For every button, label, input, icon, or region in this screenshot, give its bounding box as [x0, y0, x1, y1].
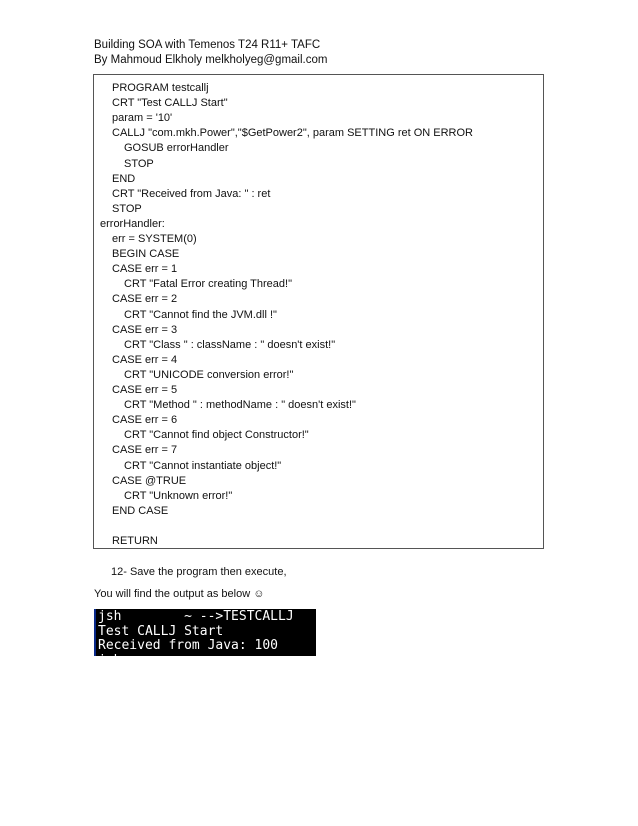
code-line: CALLJ "com.mkh.Power","$GetPower2", param SETTING ret ON ERROR	[112, 127, 473, 140]
code-line: CASE err = 4	[112, 353, 178, 366]
code-line: END	[112, 172, 136, 185]
code-line: errorHandler:	[100, 217, 165, 230]
code-line: CRT "Test CALLJ Start"	[112, 97, 228, 110]
terminal-line: Test CALLJ Start	[98, 623, 224, 639]
code-line: CRT "Fatal Error creating Thread!"	[124, 278, 292, 291]
terminal-line: jsh	[98, 652, 130, 668]
code-line: CRT "Method " : methodName : " doesn't exist!"	[124, 399, 356, 412]
header-author: By Mahmoud Elkholy melkholyeg@gmail.com	[94, 54, 328, 66]
code-line: CRT "Cannot instantiate object!"	[124, 459, 282, 472]
code-line: CRT "Cannot find object Constructor!"	[124, 429, 309, 442]
step-instruction: 12- Save the program then execute,	[111, 566, 287, 578]
code-line: CASE @TRUE	[112, 474, 187, 487]
terminal-line: Received from Java: 100	[98, 638, 279, 653]
code-line: GOSUB errorHandler	[124, 142, 229, 155]
code-line: END CASE	[112, 504, 169, 517]
page-header	[94, 38, 327, 68]
code-line: CASE err = 7	[112, 444, 178, 457]
code-line: STOP	[112, 202, 142, 215]
code-line: CASE err = 5	[112, 384, 178, 396]
code-line: CASE err = 1	[112, 263, 178, 276]
code-line: CASE err = 2	[112, 293, 178, 306]
code-line: CRT "Class " : className : " doesn't exist!"	[124, 338, 336, 351]
code-line: RETURN	[112, 535, 158, 547]
terminal-screenshot	[94, 609, 316, 668]
code-line: BEGIN CASE	[112, 248, 180, 261]
terminal-line: jsh ~ -->TESTCALLJ	[98, 609, 294, 624]
output-note: You will find the output as below ☺	[94, 588, 265, 600]
code-line: CASE err = 6	[112, 414, 178, 427]
code-line: CRT "Received from Java: " : ret	[112, 187, 271, 200]
code-line: CASE err = 3	[112, 323, 178, 336]
code-line: CRT "UNICODE conversion error!"	[124, 368, 294, 381]
code-line: STOP	[124, 157, 154, 170]
code-line: param = '10'	[112, 112, 173, 125]
code-line: CRT "Cannot find the JVM.dll !"	[124, 308, 277, 321]
code-line: PROGRAM testcallj	[112, 82, 209, 94]
code-line: err = SYSTEM(0)	[112, 233, 197, 245]
code-listing	[93, 74, 544, 549]
code-line: CRT "Unknown error!"	[124, 489, 233, 502]
header-title: Building SOA with Temenos T24 R11+ TAFC	[94, 39, 321, 51]
